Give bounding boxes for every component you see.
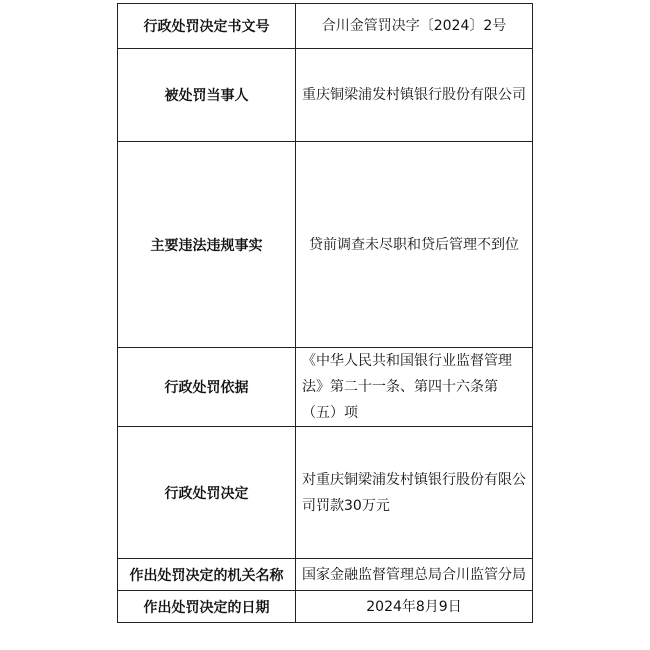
row-value-penalized-party: 重庆铜梁浦发村镇银行股份有限公司 [296, 49, 533, 142]
row-label-document-number: 行政处罚决定书文号 [118, 4, 296, 49]
row-value-issuing-authority: 国家金融监督管理总局合川监管分局 [296, 559, 533, 591]
penalty-info-table [117, 3, 533, 623]
row-value-penalty-decision: 对重庆铜梁浦发村镇银行股份有限公司罚款30万元 [296, 427, 533, 559]
table-row [118, 348, 533, 427]
table-row [118, 4, 533, 49]
row-value-document-number: 合川金管罚决字〔2024〕2号 [296, 4, 533, 49]
row-label-main-violations: 主要违法违规事实 [118, 142, 296, 348]
row-value-decision-date: 2024年8月9日 [296, 591, 533, 623]
row-label-penalized-party: 被处罚当事人 [118, 49, 296, 142]
table-row [118, 427, 533, 559]
row-value-legal-basis: 《中华人民共和国银行业监督管理法》第二十一条、第四十六条第（五）项 [296, 348, 533, 427]
row-label-legal-basis: 行政处罚依据 [118, 348, 296, 427]
row-label-issuing-authority: 作出处罚决定的机关名称 [118, 559, 296, 591]
table-row [118, 591, 533, 623]
table-row [118, 49, 533, 142]
table-row [118, 559, 533, 591]
row-label-penalty-decision: 行政处罚决定 [118, 427, 296, 559]
row-label-decision-date: 作出处罚决定的日期 [118, 591, 296, 623]
row-value-main-violations: 贷前调查未尽职和贷后管理不到位 [296, 142, 533, 348]
table-row [118, 142, 533, 348]
